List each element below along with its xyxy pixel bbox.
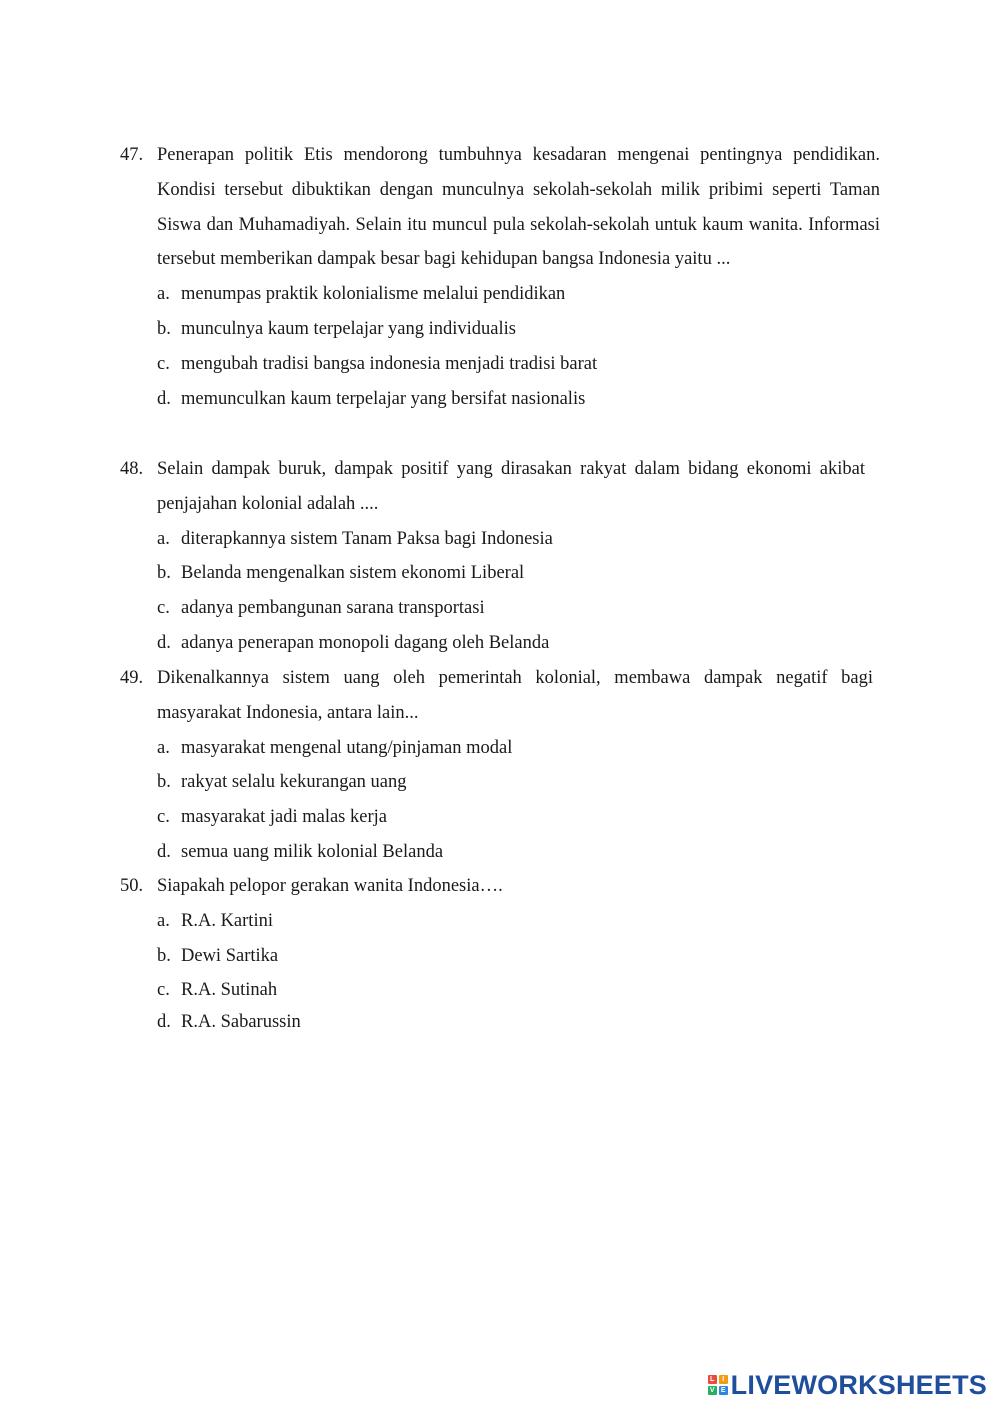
question-number: 49. bbox=[120, 668, 144, 688]
question-text: Siapakah pelopor gerakan wanita Indonesia…. bbox=[157, 876, 503, 896]
option-a[interactable] bbox=[157, 731, 873, 766]
option-a[interactable] bbox=[157, 277, 880, 312]
option-d[interactable] bbox=[157, 1008, 880, 1037]
question-49 bbox=[120, 661, 873, 870]
question-stem bbox=[120, 661, 873, 731]
option-c[interactable] bbox=[157, 591, 865, 626]
option-a[interactable] bbox=[157, 522, 865, 557]
option-letter: c. bbox=[157, 807, 170, 828]
question-stem bbox=[120, 869, 880, 904]
option-b[interactable] bbox=[157, 312, 880, 347]
option-c[interactable] bbox=[157, 973, 880, 1008]
logo-cell-l: L bbox=[708, 1375, 717, 1384]
option-letter: b. bbox=[157, 945, 171, 966]
option-text: rakyat selalu kekurangan uang bbox=[181, 772, 407, 793]
option-letter: d. bbox=[157, 632, 171, 653]
option-d[interactable] bbox=[157, 835, 873, 870]
option-c[interactable] bbox=[157, 347, 880, 382]
option-text: semua uang milik kolonial Belanda bbox=[181, 841, 444, 862]
option-letter: a. bbox=[157, 528, 170, 549]
options-list bbox=[120, 522, 865, 661]
logo-cell-v: V bbox=[708, 1386, 717, 1395]
option-text: Belanda mengenalkan sistem ekonomi Liberal bbox=[181, 563, 525, 584]
option-text: menumpas praktik kolonialisme melalui pendidikan bbox=[181, 284, 566, 305]
question-text: Penerapan politik Etis mendorong tumbuhnya kesadaran mengenai pentingnya pendidikan. Kondisi tersebut dibuktikan dengan munculnya sekolah-sekolah milik pribimi seperti Taman Siswa dan Muhamadiyah. Selain itu muncul pula sekolah-sekolah untuk kaum wanita. Informasi tersebut memberikan dampak besar bagi kehidupan bangsa Indonesia yaitu ... bbox=[157, 145, 880, 270]
option-letter: d. bbox=[157, 388, 171, 409]
option-d[interactable] bbox=[157, 382, 880, 417]
option-text: memunculkan kaum terpelajar yang bersifat nasionalis bbox=[181, 388, 586, 409]
logo-cell-e: E bbox=[719, 1386, 728, 1395]
question-48 bbox=[120, 452, 865, 661]
options-list bbox=[120, 277, 880, 416]
question-number: 47. bbox=[120, 145, 144, 165]
question-number: 50. bbox=[120, 876, 144, 896]
option-text: R.A. Sutinah bbox=[181, 980, 278, 1001]
option-text: adanya pembangunan sarana transportasi bbox=[181, 598, 485, 619]
option-a[interactable] bbox=[157, 904, 880, 939]
option-letter: a. bbox=[157, 737, 170, 758]
option-text: Dewi Sartika bbox=[181, 945, 279, 966]
options-list bbox=[120, 904, 880, 1037]
question-stem bbox=[120, 138, 880, 277]
liveworksheets-wordmark: LIVEWORKSHEETS bbox=[730, 1370, 987, 1400]
option-text: adanya penerapan monopoli dagang oleh Belanda bbox=[181, 632, 550, 653]
question-number: 48. bbox=[120, 459, 144, 479]
question-text: Dikenalkannya sistem uang oleh pemerintah kolonial, membawa dampak negatif bagi masyarakat Indonesia, antara lain... bbox=[157, 668, 873, 723]
question-text: Selain dampak buruk, dampak positif yang dirasakan rakyat dalam bidang ekonomi akibat penjajahan kolonial adalah .... bbox=[157, 459, 865, 514]
options-list bbox=[120, 731, 873, 870]
question-stem bbox=[120, 452, 865, 522]
option-letter: a. bbox=[157, 284, 170, 305]
option-letter: c. bbox=[157, 980, 170, 1001]
question-47 bbox=[120, 138, 880, 416]
liveworksheets-logo bbox=[708, 1371, 987, 1399]
logo-cell-i: I bbox=[719, 1375, 728, 1384]
option-letter: d. bbox=[157, 1012, 171, 1033]
question-50 bbox=[120, 869, 880, 1037]
liveworksheets-icon bbox=[708, 1375, 728, 1395]
option-letter: c. bbox=[157, 353, 170, 374]
option-letter: b. bbox=[157, 563, 171, 584]
option-text: R.A. Kartini bbox=[181, 910, 273, 931]
option-letter: c. bbox=[157, 598, 170, 619]
option-letter: b. bbox=[157, 772, 171, 793]
option-d[interactable] bbox=[157, 626, 865, 661]
option-text: mengubah tradisi bangsa indonesia menjadi tradisi barat bbox=[181, 353, 598, 374]
option-text: masyarakat mengenal utang/pinjaman modal bbox=[181, 737, 513, 758]
option-text: diterapkannya sistem Tanam Paksa bagi Indonesia bbox=[181, 528, 553, 549]
option-b[interactable] bbox=[157, 765, 873, 800]
option-text: R.A. Sabarussin bbox=[181, 1012, 301, 1033]
option-letter: d. bbox=[157, 841, 171, 862]
option-letter: b. bbox=[157, 318, 171, 339]
option-b[interactable] bbox=[157, 939, 880, 974]
option-letter: a. bbox=[157, 910, 170, 931]
option-c[interactable] bbox=[157, 800, 873, 835]
option-text: munculnya kaum terpelajar yang individualis bbox=[181, 318, 516, 339]
option-b[interactable] bbox=[157, 556, 865, 591]
option-text: masyarakat jadi malas kerja bbox=[181, 807, 387, 828]
